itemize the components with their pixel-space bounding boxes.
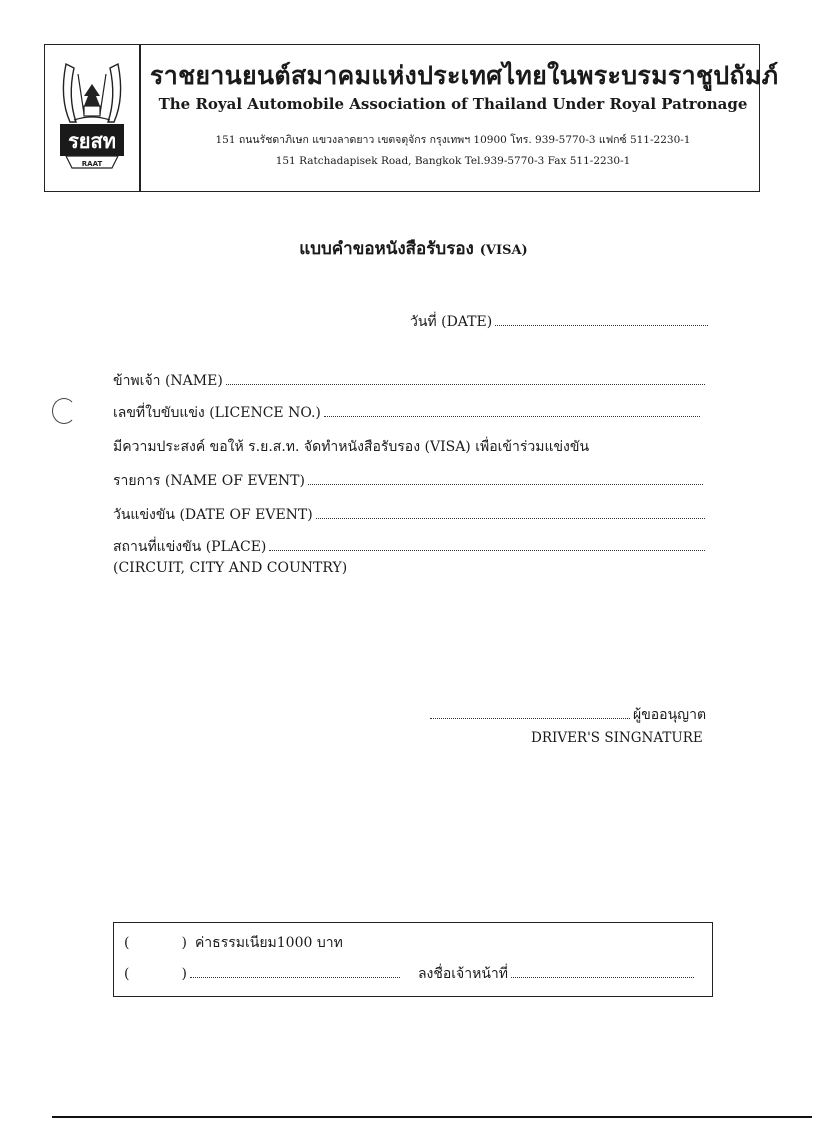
place-label: สถานที่แข่งขัน (PLACE) [113, 539, 267, 555]
address-en: 151 Ratchadapisek Road, Bangkok Tel.939-5770-3 Fax 511-2230-1 [275, 155, 631, 167]
signature-blank[interactable] [430, 705, 630, 719]
org-name-en: The Royal Automobile Association of Thailand Under Royal Patronage [158, 95, 748, 113]
name-blank[interactable] [226, 371, 705, 385]
signature-label-thai: ผู้ขออนุญาต [633, 707, 707, 723]
purpose-statement [113, 436, 705, 458]
logo-divider [139, 44, 141, 192]
form-title-thai: แบบคำขอหนังสือรับรอง [299, 239, 474, 259]
place-blank[interactable] [269, 537, 705, 551]
licence-blank[interactable] [324, 403, 700, 417]
bottom-rule [52, 1116, 812, 1118]
date-field[interactable] [410, 311, 708, 333]
event-name-blank[interactable] [308, 471, 703, 485]
staff-sign-blank[interactable] [511, 964, 694, 978]
event-date-blank[interactable] [316, 505, 705, 519]
date-blank[interactable] [495, 312, 708, 326]
staff-note-blank[interactable] [190, 964, 400, 978]
svg-text:RAAT: RAAT [81, 160, 103, 168]
name-label: ข้าพเจ้า (NAME) [113, 373, 223, 389]
place-hint: (CIRCUIT, CITY AND COUNTRY) [113, 560, 348, 576]
form-title [0, 235, 827, 262]
place-field[interactable] [113, 536, 705, 558]
address-thai: 151 ถนนรัชดาภิเษก แขวงลาดยาว เขตจตุจักร กรุงเทพฯ 10900 โทร. 939-5770-3 แฟกซ์ 511-2230-1 [215, 134, 691, 146]
fee-checkbox[interactable]: ( ) [124, 935, 187, 951]
raat-crest-icon [44, 44, 140, 192]
event-date-field[interactable] [113, 504, 705, 526]
date-label: วันที่ (DATE) [410, 314, 493, 330]
purpose-text: มีความประสงค์ ขอให้ ร.ย.ส.ท. จัดทำหนังสือรับรอง (VISA) เพื่อเข้าร่วมแข่งขัน [113, 439, 590, 455]
event-name-label: รายการ (NAME OF EVENT) [113, 473, 305, 489]
form-title-en: (VISA) [479, 243, 528, 258]
staff-row[interactable] [124, 963, 694, 985]
org-name-thai: ราชยานยนต์สมาคมแห่งประเทศไทยในพระบรมราชูปถัมภ์ [150, 61, 779, 90]
signature-field[interactable] [430, 704, 720, 726]
event-date-label: วันแข่งขัน (DATE OF EVENT) [113, 507, 313, 523]
fee-row[interactable] [124, 932, 343, 954]
fee-text: ค่าธรรมเนียม1000 บาท [194, 935, 343, 951]
staff-checkbox[interactable]: ( ) [124, 966, 187, 982]
name-field[interactable] [113, 370, 705, 392]
punch-hole-mark [52, 398, 76, 424]
event-name-field[interactable] [113, 470, 703, 492]
signature-caption: DRIVER'S SINGNATURE [531, 730, 703, 746]
raat-logo [44, 44, 140, 192]
licence-field[interactable] [113, 402, 700, 424]
licence-label: เลขที่ใบขับแข่ง (LICENCE NO.) [113, 405, 321, 421]
staff-sign-label: ลงชื่อเจ้าหน้าที่ [417, 966, 509, 982]
office-use-box [113, 922, 713, 997]
svg-text:รยสท: รยสท [68, 129, 116, 153]
